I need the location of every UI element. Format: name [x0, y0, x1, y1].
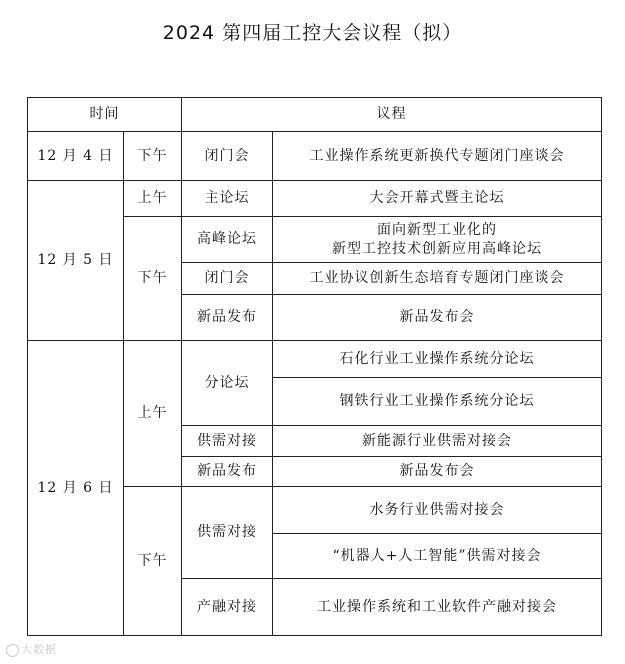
session-content-cell: 工业操作系统更新换代专题闭门座谈会	[273, 132, 602, 181]
agenda-table	[27, 97, 602, 636]
page-title: 2024 第四届工控大会议程（拟）	[162, 22, 463, 44]
session-content-line: 新型工控技术创新应用高峰论坛	[332, 240, 542, 257]
table-row	[28, 181, 602, 217]
session-type-cell: 闭门会	[182, 132, 273, 181]
session-content-line: 面向新型工业化的	[377, 221, 497, 238]
period-cell: 下午	[124, 217, 182, 341]
header-time: 时间	[28, 98, 182, 132]
period-cell: 上午	[124, 181, 182, 217]
date-cell: 12 月 6 日	[28, 341, 124, 636]
session-content-cell: 水务行业供需对接会	[273, 487, 602, 534]
session-type-cell: 高峰论坛	[182, 217, 273, 263]
session-content-cell: 工业协议创新生态培育专题闭门座谈会	[273, 263, 602, 295]
period-cell: 下午	[124, 132, 182, 181]
session-content-cell: 新品发布会	[273, 457, 602, 487]
period-cell: 下午	[124, 487, 182, 636]
session-content-cell: 工业操作系统和工业软件产融对接会	[273, 579, 602, 636]
session-content-cell: 钢铁行业工业操作系统分论坛	[273, 378, 602, 426]
session-type-cell: 产融对接	[182, 579, 273, 636]
period-cell: 上午	[124, 341, 182, 487]
session-type-cell: 分论坛	[182, 341, 273, 426]
table-row	[28, 341, 602, 378]
header-agenda: 议程	[182, 98, 602, 132]
session-type-cell: 供需对接	[182, 487, 273, 579]
session-content-cell: 新能源行业供需对接会	[273, 426, 602, 457]
date-cell: 12 月 5 日	[28, 181, 124, 341]
session-content-cell: 石化行业工业操作系统分论坛	[273, 341, 602, 378]
date-cell: 12 月 4 日	[28, 132, 124, 181]
session-content-cell: 大会开幕式暨主论坛	[273, 181, 602, 217]
session-type-cell: 供需对接	[182, 426, 273, 457]
sina-eye-icon	[6, 644, 19, 657]
table-row	[28, 132, 602, 181]
session-type-cell: 主论坛	[182, 181, 273, 217]
session-type-cell: 新品发布	[182, 457, 273, 487]
session-content-cell: 新品发布会	[273, 295, 602, 341]
session-type-cell: 新品发布	[182, 295, 273, 341]
watermark-text: 大数据	[21, 643, 57, 656]
table-header-row	[28, 98, 602, 132]
watermark	[6, 641, 57, 657]
session-type-cell: 闭门会	[182, 263, 273, 295]
session-content-cell	[273, 217, 602, 263]
session-content-cell: “机器人+人工智能”供需对接会	[273, 534, 602, 579]
